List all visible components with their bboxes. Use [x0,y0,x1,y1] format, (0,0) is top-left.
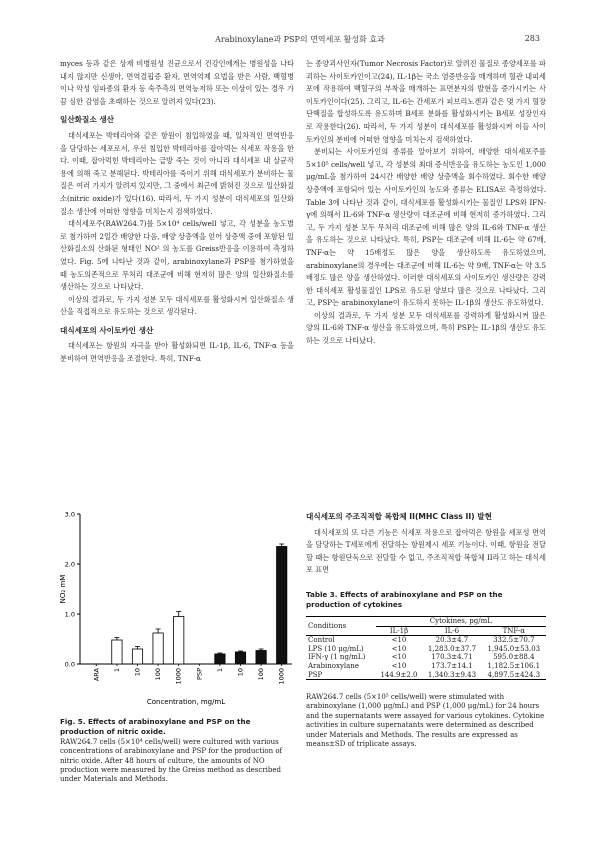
x-tick-label: 1 [215,668,224,673]
row-label: Control [308,636,335,645]
paragraph: 분비되는 사이토카인의 종류를 알아보기 위하여, 배양한 대식세포주를 5×10⁵ cells/well 넣고, 각 성분의 최대 증식반응을 유도하는 농도인 1,000 μg/mL을 첨가하여 24시간 배양한 배양 상층액을 회수하였다. 회수한 배양 상층액에 포함되어 있는 사이토카인의 농도와 종류는 ELISA로 측정하였다. Table 3에 나타난 것과 같이, 대식세포를 활성화시키는 물질인 LPS와 IFN-γ에 의해서 IL-6와 TNF-α 생산량이 대조군에 비해 현저히 증가하였다. 그리고, 두 가지 성분 모두 무처리 대조군에 비해 많은 양의 IL-6와 TNF-α 생산을 유도하는 것으로 나타났다. 특히, PSP는 대조군에 비해 IL-6는 약 67배, TNF-α는 약 15배정도 많은 양을 생산하도록 유도하였으며, arabinoxylane의 경우에는 대조군에 비해 IL-6는 약 9배, TNF-α는 약 3.5배정도 많은 양을 생산하였다. 이러한 대식세포의 사이토카인 생산량은 강력한 대식세포 활성물질인 LPS로 유도된 양보다 많은 것으로 나타났다. 그리고, PSP는 arabinoxylane이 유도하지 못하는 IL-1β의 생산도 유도하였다. [306,147,546,308]
cell: 1,945.0±53.03 [487,644,541,653]
row-label: LPS (10 μg/mL) [308,644,364,653]
cell: <10 [391,644,407,653]
cell: 144.9±2.0 [376,671,423,680]
paragraph: 이상의 결과로, 두 가지 성분 모두 대식세포를 강력하게 활성화시켜 많은 양의 IL-6와 TNF-α 생산을 유도하였으며, 특히 PSP는 IL-1β의 생산도 유도하는 것으로 나타났다. [306,310,546,346]
paragraph: 이상의 결과로, 두 가지 성분 모두 대식세포를 활성화시켜 일산화질소 생산을 직접적으로 유도하는 것으로 생각된다. [60,294,294,317]
row-label: Arabinoxylane [308,661,359,670]
page-number: 283 [524,34,540,43]
table-row [306,662,546,671]
y-tick-label: 3.0 [64,510,75,519]
table3-caption-text: Table 3. Effects of arabinoxylane and PSP on the production of cytokines [306,590,503,610]
x-axis-label: Concentration, mg/mL [146,698,226,706]
section-heading: 일산화질소 생산 [60,115,114,125]
paragraph: 대식세포는 항원의 자극을 받아 활성화되면 IL-1β, IL-6, TNF-α 등을 분비하여 면역반응을 조절한다. 특히, TNF-α [60,341,294,364]
cell: 173.7±14.1 [431,661,473,670]
cell: 332.5±70.7 [493,636,535,645]
cell: 170.3±4.71 [431,653,473,662]
bar-psp-100 [256,651,266,665]
table3 [306,616,546,680]
cell: 1,283.0±37.7 [427,644,477,653]
bar-psp-1000 [277,547,287,665]
y-tick-label: 2.0 [64,560,75,569]
bar-psp-1 [215,654,225,664]
right-column [306,58,546,348]
x-tick-label: 10 [133,668,142,677]
x-tick-label: 100 [257,668,266,681]
bar-psp-10 [235,652,245,664]
table-row [306,645,546,654]
right-column-lower [306,505,546,577]
table-row [306,671,546,680]
fig5-caption-title: Fig. 5. Effects of arabinoxylane and PSP on the production of nitric oxide. [60,717,251,737]
x-tick-label: ARA [92,668,101,682]
row-label: IFN-γ (1 ng/mL) [308,653,366,662]
bar-ara-1000 [174,617,184,665]
fig5-caption [60,717,296,785]
paragraph: 대식세포의 또 다른 기능은 식세포 작용으로 잡아먹은 항원을 세포성 면역을 담당하는 T세포에게 전달하는 항원제시 세포 기능이다. 이때, 항원을 전달할 때는 항원단독으로 전달할 수 없고, 주조직적합 복합체 II라고 하는 대식세포 표면 [306,527,546,575]
table-row [306,636,546,645]
table-row [306,653,546,662]
table3-col-header: IL-6 [422,626,481,636]
bar-ara-100 [153,633,163,664]
fig5-caption-body: RAW264.7 cells (5×10⁴ cells/well) were cultured with various concentrations of arabinoxylane and PSP for the production of nitric oxide. After 48 hours of culture, the amounts of NO production were measured by the Greiss method as described under Materials and Methods. [60,737,283,784]
cell: 20.3±4.7 [435,636,469,645]
table3-col-header: IL-1β [376,626,423,636]
section-heading: 대식세포의 사이토카인 생산 [60,325,154,335]
table3-col-header: TNF-α [482,626,546,636]
y-tick-label: 0.0 [64,660,75,669]
y-tick-label: 1.0 [64,610,75,619]
left-column [60,58,294,366]
x-tick-label: 100 [154,668,163,681]
bar-ara-1 [112,640,122,664]
cell: 1,182.5±106.1 [487,661,541,670]
table3-conditions-header: Conditions [306,617,376,636]
table3-footnote: RAW264.7 cells (5×10⁵ cells/well) were stimulated with arabinoxylane (1,000 μg/mL) and PSP (1,000 μg/mL) for 24 hours and the supernatants were assayed for various cytokines. Cytokine activities in culture supernatants were determined as described under Materials and Methods. The results are expressed as means±SD of triplicate assays. [306,693,545,749]
x-tick-label: PSP [195,668,204,680]
section-heading: 대식세포의 주조직적합 복합체 II(MHC Class II) 발현 [306,512,492,521]
cell: <10 [391,661,407,670]
bar-ara-10 [132,649,142,664]
y-axis-label: NO₂ mM [59,574,67,604]
cell: <10 [391,653,407,662]
row-label: PSP [306,671,376,680]
table3-caption [306,590,546,611]
table3-group-header: Cytokines, pg/mL [376,617,546,627]
cell: 1,340.3±9.43 [422,671,481,680]
cell: 595.0±88.4 [493,653,535,662]
fig5-chart [56,508,296,708]
x-tick-label: 10 [236,668,245,677]
paragraph: 대식세포주(RAW264.7)를 5×10⁴ cells/well 넣고, 각 성분을 농도별로 첨가하여 2일간 배양한 다음, 배양 상층액을 얻어 상층액 중에 포함된 일산화질소의 산화된 형태인 NO² 의 농도를 Greiss반응을 이용하여 측정하였다. Fig. 5에 나타난 것과 같이, arabinoxylane과 PSP를 첨가하였을 때 농도의존적으로 무처리 대조군에 비해 현저히 많은 양의 일산화질소를 생산하는 것으로 나타났다. [60,219,294,292]
x-tick-label: 1000 [277,668,286,685]
paragraph: 는 종양괴사인자(Tumor Necrosis Factor)로 알려진 물질로 종양세포를 파괴하는 사이토카인이고(24), IL-1β는 국소 염증반응을 매개하며 혈관 내피세포에 작용하여 백혈구의 부착을 매개하는 표면분자의 발현을 증가시키는 사이토카인이다(25). 그리고, IL-6는 간세포가 피브리노겐과 같은 몇 가지 혈장단백질을 합성하도록 유도하며 B세포 분화를 활성화시키는 B세포 성장인자로 작용한다(26). 따라서, 두 가지 성분이 대식세포를 활성화시켜 이들 사이토카인의 분비에 어떠한 영향을 미치는지 검색하였다. [306,59,546,144]
cell: 4,897.5±424.3 [482,671,546,680]
paragraph: myces 등과 같은 상재 비병원성 진균으로서 건강인에게는 병원성을 나타내지 않지만 신생아, 면역결핍증 환자, 면역억제 요법을 받은 사람, 백혈병이나 악성 임파종의 환자 등 숙주측의 면역능저하 또는 이상이 있는 경우 가끔 심한 감염을 초래하는 것으로 알려져 있다(23). [60,59,294,106]
running-title: Arabinoxylane과 PSP의 면역세포 활성화 효과 [215,35,385,44]
x-tick-label: 1 [112,668,121,673]
cell: <10 [391,636,407,645]
x-tick-label: 1000 [174,668,183,685]
paragraph: 대식세포는 박테리아와 같은 항원이 침입하였을 때, 일차적인 면역반응을 담당하는 세포로서, 우선 침입한 박테리아를 잡아먹는 식세포 작용을 한다. 이때, 잡아먹힌 박테리아는 급방 죽는 것이 아니라 대식세포 내 살균작용에 의해 죽고 분해된다. 박테리아를 죽이기 위해 대식세포가 분비하는 물질은 여러 가지가 알려져 있지만, 그 중에서 최근에 밝혀진 것으로 일산화질소(nitric oxide)가 있다(16). 따라서, 두 가지 성분이 대식세포의 일산화질소 생산에 어떠한 영향을 미치는지 검색하였다. [60,130,294,216]
